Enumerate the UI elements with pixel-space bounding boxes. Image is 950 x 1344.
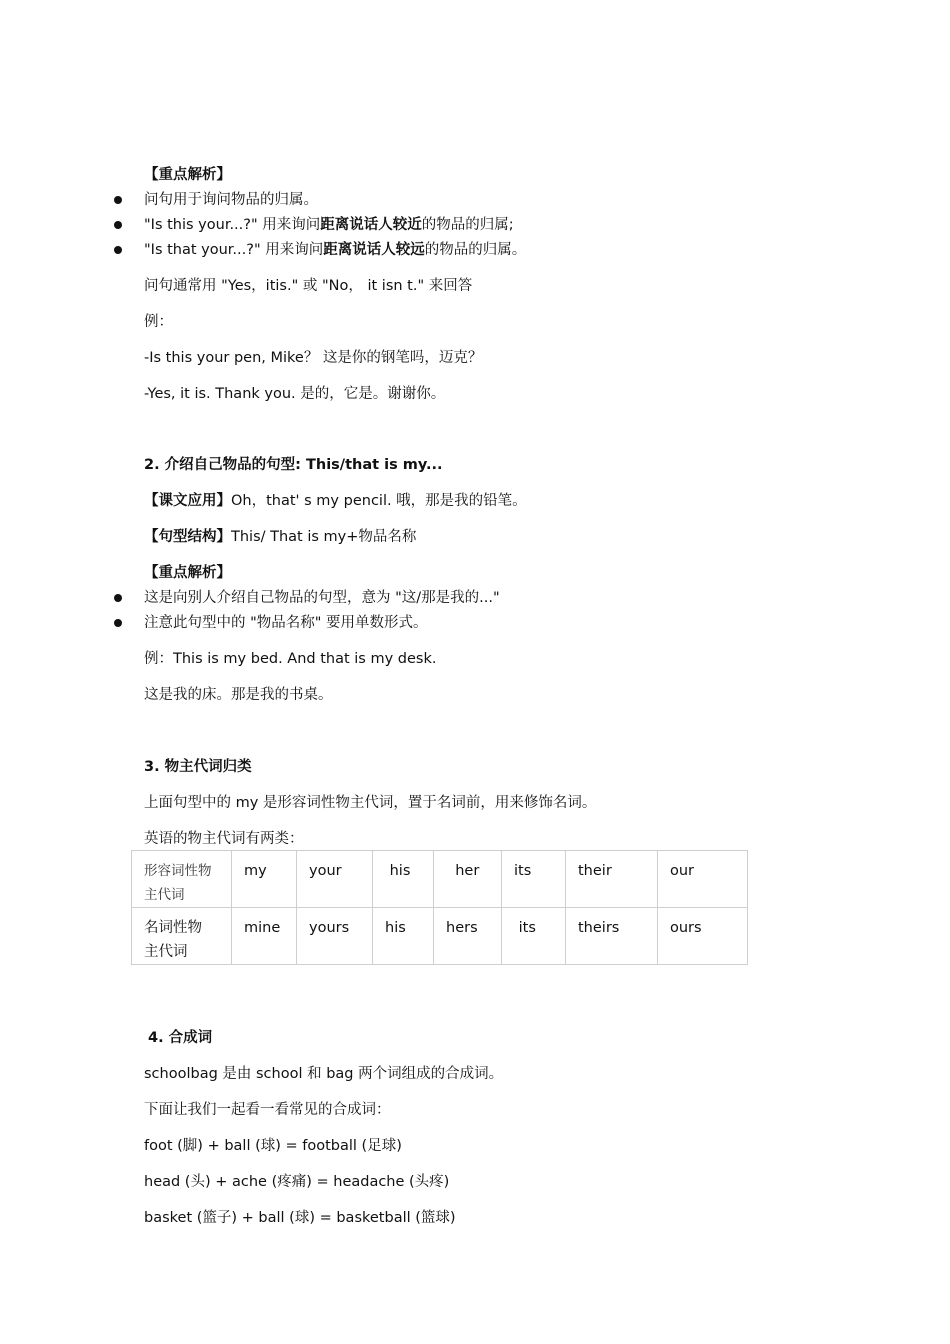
table-row	[132, 908, 748, 965]
row-header	[132, 851, 232, 908]
possessive-pronoun-table	[131, 850, 748, 965]
analysis-heading-2: 【重点解析】	[144, 565, 231, 581]
bullet-item-2	[144, 215, 514, 235]
table-cell: its	[502, 851, 566, 908]
lesson-application-text: Oh，that' s my pencil. 哦，那是我的铅笔。	[231, 493, 527, 509]
bullet-item-1: 问句用于询问物品的归属。	[144, 192, 318, 208]
lesson-application	[144, 491, 527, 511]
row-header-line: 名词性物	[144, 920, 202, 936]
example-sentence: 例：This is my bed. And that is my desk.	[144, 651, 437, 667]
bullet-item-3	[144, 240, 526, 260]
row-header-line: 形容词性物	[144, 863, 212, 879]
compound-example: foot (脚) + ball (球) = football (足球)	[144, 1138, 402, 1154]
table-cell: your	[297, 851, 373, 908]
bullet-text-pre: "Is this your...?" 用来询问	[144, 217, 321, 233]
table-row	[132, 851, 748, 908]
section-3-title: 3. 物主代词归类	[144, 759, 252, 775]
row-header-line: 主代词	[144, 944, 188, 960]
bullet-item-4: 这是向别人介绍自己物品的句型，意为 "这/那是我的..."	[144, 590, 500, 606]
bullet-dot	[114, 196, 122, 204]
compound-example: basket (篮子) + ball (球) = basketball (篮球)	[144, 1210, 456, 1226]
bullet-item-5: 注意此句型中的 "物品名称" 要用单数形式。	[144, 615, 428, 631]
bullet-dot	[114, 246, 122, 254]
section-4-description: schoolbag 是由 school 和 bag 两个词组成的合成词。	[144, 1066, 504, 1082]
table-cell: theirs	[566, 908, 658, 965]
table-cell: his	[373, 851, 434, 908]
bullet-dot	[114, 619, 122, 627]
section-4-intro: 下面让我们一起看一看常见的合成词：	[144, 1102, 391, 1118]
table-cell: hers	[434, 908, 502, 965]
compound-example: head (头) + ache (疼痛) = headache (头疼)	[144, 1174, 450, 1190]
table-cell: our	[658, 851, 748, 908]
bullet-text-post: 的物品的归属;	[421, 217, 514, 233]
bullet-dot	[114, 594, 122, 602]
section-2-title: 2. 介绍自己物品的句型: This/that is my...	[144, 457, 443, 473]
row-header	[132, 908, 232, 965]
answer-note: 问句通常用 "Yes，itis." 或 "No， it isn t." 来回答	[144, 278, 473, 294]
sentence-structure-text: This/ That is my+物品名称	[231, 529, 417, 545]
section-4-title: 4. 合成词	[148, 1030, 213, 1046]
example-question: -Is this your pen, Mike？ 这是你的钢笔吗，迈克？	[144, 350, 483, 366]
bullet-text-bold: 距离说话人较远	[323, 242, 425, 258]
table-cell: yours	[297, 908, 373, 965]
table-cell: its	[502, 908, 566, 965]
example-answer: -Yes, it is. Thank you. 是的，它是。谢谢你。	[144, 386, 446, 402]
analysis-heading-1: 【重点解析】	[144, 167, 231, 183]
table-cell: his	[373, 908, 434, 965]
example-translation: 这是我的床。那是我的书桌。	[144, 687, 333, 703]
bullet-text-bold: 距离说话人较近	[320, 217, 422, 233]
row-header-line: 主代词	[144, 887, 185, 903]
example-label: 例：	[144, 314, 173, 330]
table-cell: ours	[658, 908, 748, 965]
table-cell: mine	[232, 908, 297, 965]
table-cell: my	[232, 851, 297, 908]
bullet-text-post: 的物品的归属。	[424, 242, 527, 258]
sentence-structure	[144, 527, 416, 547]
table-cell: her	[434, 851, 502, 908]
lesson-application-label: 【课文应用】	[144, 493, 231, 509]
bullet-text-pre: "Is that your...?" 用来询问	[144, 242, 324, 258]
sentence-structure-label: 【句型结构】	[144, 529, 231, 545]
section-3-intro: 英语的物主代词有两类：	[144, 831, 304, 847]
bullet-dot	[114, 221, 122, 229]
table-cell: their	[566, 851, 658, 908]
section-3-description: 上面句型中的 my 是形容词性物主代词，置于名词前，用来修饰名词。	[144, 795, 597, 811]
